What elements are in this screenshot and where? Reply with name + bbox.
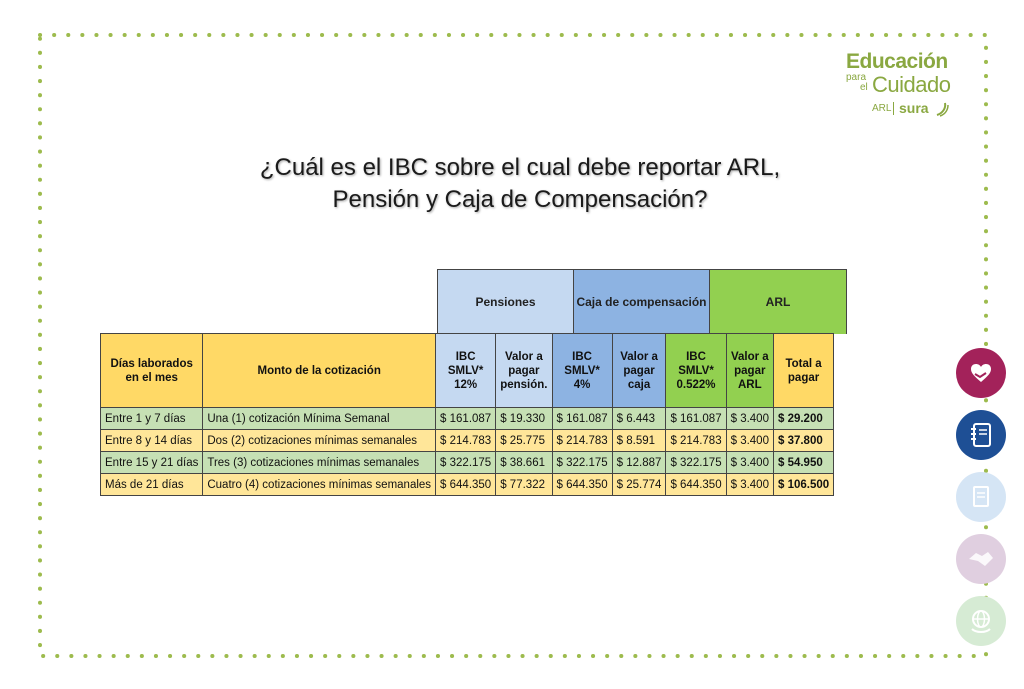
notebook-icon[interactable] xyxy=(956,410,1006,460)
heart-hand-icon[interactable] xyxy=(956,348,1006,398)
cell-caja-ibc: $ 214.783 xyxy=(552,430,612,452)
cell-arl-valor: $ 3.400 xyxy=(726,452,773,474)
cell-arl-ibc: $ 214.783 xyxy=(666,430,726,452)
sura-swoosh-icon xyxy=(935,101,949,117)
cell-monto: Tres (3) cotizaciones mínimas semanales xyxy=(203,452,436,474)
header-caja-valor: Valor a pagar caja xyxy=(612,334,666,408)
table-row xyxy=(101,408,834,430)
cell-pen-valor: $ 38.661 xyxy=(496,452,552,474)
cell-caja-valor: $ 12.887 xyxy=(612,452,666,474)
cell-caja-ibc: $ 161.087 xyxy=(552,408,612,430)
header-pen-valor: Valor a pagar pensión. xyxy=(496,334,552,408)
cell-arl-valor: $ 3.400 xyxy=(726,408,773,430)
globe-icon[interactable] xyxy=(956,596,1006,646)
cell-total: $ 106.500 xyxy=(773,474,833,496)
header-total: Total a pagar xyxy=(773,334,833,408)
cell-pen-valor: $ 25.775 xyxy=(496,430,552,452)
header-row xyxy=(101,334,834,408)
group-header-pensiones: Pensiones xyxy=(437,269,574,334)
cell-pen-ibc: $ 644.350 xyxy=(436,474,496,496)
educacion-para-el-cuidado-logo: Educación para el Cuidado ARL sura xyxy=(846,50,951,116)
cell-total: $ 54.950 xyxy=(773,452,833,474)
cell-arl-valor: $ 3.400 xyxy=(726,430,773,452)
cell-caja-valor: $ 25.774 xyxy=(612,474,666,496)
table-row xyxy=(101,430,834,452)
cell-total: $ 29.200 xyxy=(773,408,833,430)
cell-arl-ibc: $ 322.175 xyxy=(666,452,726,474)
cell-caja-ibc: $ 322.175 xyxy=(552,452,612,474)
handshake-icon[interactable] xyxy=(956,534,1006,584)
page-title: ¿Cuál es el IBC sobre el cual debe reportar ARL, Pensión y Caja de Compensación? xyxy=(259,154,781,213)
cell-arl-ibc: $ 644.350 xyxy=(666,474,726,496)
cell-caja-valor: $ 6.443 xyxy=(612,408,666,430)
table-row xyxy=(101,452,834,474)
cell-arl-ibc: $ 161.087 xyxy=(666,408,726,430)
cell-dias: Entre 1 y 7 días xyxy=(101,408,203,430)
document-icon[interactable] xyxy=(956,472,1006,522)
header-arl-valor: Valor a pagar ARL xyxy=(726,334,773,408)
cell-pen-valor: $ 19.330 xyxy=(496,408,552,430)
header-monto: Monto de la cotización xyxy=(203,334,436,408)
cell-dias: Entre 8 y 14 días xyxy=(101,430,203,452)
header-arl-ibc: IBC SMLV* 0.522% xyxy=(666,334,726,408)
cell-arl-valor: $ 3.400 xyxy=(726,474,773,496)
table-row xyxy=(101,474,834,496)
cell-pen-ibc: $ 161.087 xyxy=(436,408,496,430)
cell-dias: Entre 15 y 21 días xyxy=(101,452,203,474)
cell-caja-valor: $ 8.591 xyxy=(612,430,666,452)
header-pen-ibc: IBC SMLV* 12% xyxy=(436,334,496,408)
group-header-caja: Caja de compensación xyxy=(573,269,710,334)
cell-dias: Más de 21 días xyxy=(101,474,203,496)
cell-monto: Una (1) cotización Mínima Semanal xyxy=(203,408,436,430)
cotizacion-table xyxy=(100,333,834,496)
group-header-arl: ARL xyxy=(709,269,847,334)
cell-caja-ibc: $ 644.350 xyxy=(552,474,612,496)
cell-monto: Dos (2) cotizaciones mínimas semanales xyxy=(203,430,436,452)
header-caja-ibc: IBC SMLV* 4% xyxy=(552,334,612,408)
cell-total: $ 37.800 xyxy=(773,430,833,452)
cell-pen-ibc: $ 214.783 xyxy=(436,430,496,452)
header-dias: Días laborados en el mes xyxy=(101,334,203,408)
cell-monto: Cuatro (4) cotizaciones mínimas semanales xyxy=(203,474,436,496)
cell-pen-ibc: $ 322.175 xyxy=(436,452,496,474)
cell-pen-valor: $ 77.322 xyxy=(496,474,552,496)
